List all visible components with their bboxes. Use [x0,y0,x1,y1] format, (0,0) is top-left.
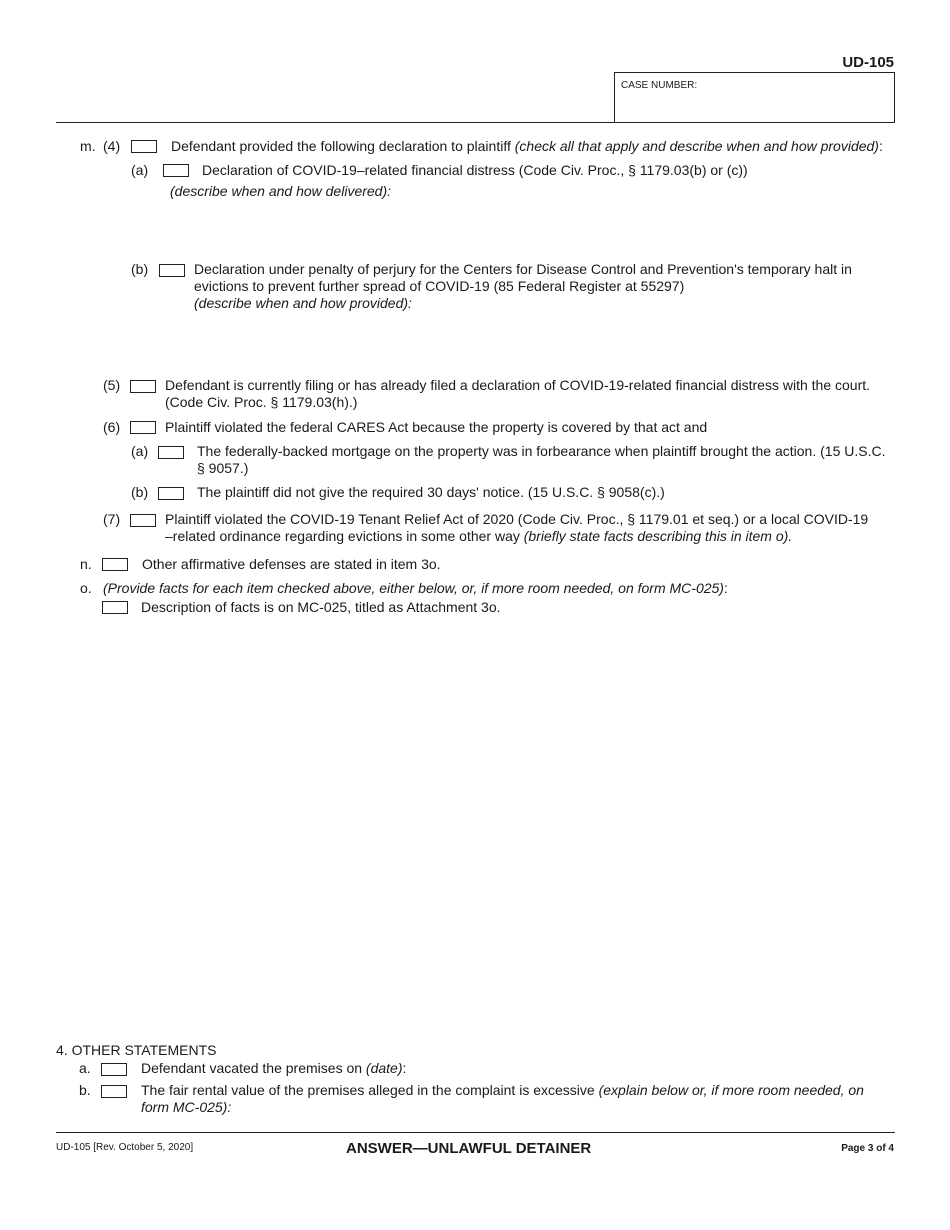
section-4-heading: 4. OTHER STATEMENTS [56,1042,217,1058]
case-number-label: CASE NUMBER: [621,80,698,91]
item-m4a-text: Declaration of COVID-19–related financial distress (Code Civ. Proc., § 1179.03(b) or (c)) [202,162,748,178]
item-m7-number: (7) [103,511,121,527]
item-m6a-checkbox[interactable] [158,446,184,459]
item-m4a-checkbox[interactable] [163,164,189,177]
item-n-letter: n. [80,556,92,572]
section-4b-letter: b. [79,1082,91,1098]
item-m4-checkbox[interactable] [131,140,157,153]
item-m6a-line2: § 9057.) [197,460,249,476]
item-m6a-number: (a) [131,443,149,459]
item-m4b-line2: evictions to prevent further spread of COVID-19 (85 Federal Register at 55297) [194,278,685,294]
item-m7-line1: Plaintiff violated the COVID-19 Tenant Relief Act of 2020 (Code Civ. Proc., § 1179.01 et seq.) or a local COVID-19 [165,511,869,527]
section-4b-line2: form MC-025): [141,1099,232,1115]
item-m6b-text: The plaintiff did not give the required 30 days' notice. (15 U.S.C. § 9058(c).) [197,484,665,500]
item-m5-line1: Defendant is currently filing or has already filed a declaration of COVID-19-related financial distress with the court. [165,377,871,393]
footer-form-title: ANSWER—UNLAWFUL DETAINER [346,1140,592,1157]
item-n-text: Other affirmative defenses are stated in item 3o. [142,556,441,572]
item-m4b-number: (b) [131,261,149,277]
item-m6-number: (6) [103,419,121,435]
item-m7-checkbox[interactable] [130,514,156,527]
item-m4-number: (4) [103,138,121,154]
item-m-letter: m. [80,138,96,154]
footer-divider [56,1132,895,1133]
header-divider [56,122,895,123]
item-m5-number: (5) [103,377,121,393]
item-m4a-number: (a) [131,162,149,178]
item-m4a-note: (describe when and how delivered): [170,183,392,199]
item-o-facts-area[interactable] [103,625,893,1035]
item-m4b-line1: Declaration under penalty of perjury for the Centers for Disease Control and Prevention's temporary halt in [194,261,852,277]
section-4b-line1: The fair rental value of the premises alleged in the complaint is excessive (explain below or, if more room needed, on [141,1082,864,1098]
form-id: UD-105 [842,54,894,71]
section-4a-checkbox[interactable] [101,1063,127,1076]
footer-page-number: Page 3 of 4 [841,1143,894,1154]
section-4a-letter: a. [79,1060,91,1076]
section-4b-checkbox[interactable] [101,1085,127,1098]
item-m6-checkbox[interactable] [130,421,156,434]
item-o-attachment-text: Description of facts is on MC-025, titled as Attachment 3o. [141,599,501,615]
item-o-instruction: (Provide facts for each item checked above, either below, or, if more room needed, on form MC-025): [103,580,728,596]
item-m6b-number: (b) [131,484,149,500]
case-number-box[interactable] [614,72,895,123]
item-m4b-note: (describe when and how provided): [194,295,412,311]
item-o-attachment-checkbox[interactable] [102,601,128,614]
item-m4-text: Defendant provided the following declaration to plaintiff (check all that apply and describe when and how provided): [171,138,883,154]
item-m6b-checkbox[interactable] [158,487,184,500]
item-n-checkbox[interactable] [102,558,128,571]
item-m4b-checkbox[interactable] [159,264,185,277]
item-m7-line2: –related ordinance regarding evictions in some other way (briefly state facts describing this in item o). [165,528,793,544]
section-4a-text: Defendant vacated the premises on (date): [141,1060,407,1076]
footer-revision: UD-105 [Rev. October 5, 2020] [56,1142,194,1153]
item-m6a-line1: The federally-backed mortgage on the property was in forbearance when plaintiff brought the action. (15 U.S.C. [197,443,886,459]
item-m5-checkbox[interactable] [130,380,156,393]
item-o-letter: o. [80,580,92,596]
item-m6-text: Plaintiff violated the federal CARES Act because the property is covered by that act and [165,419,708,435]
item-m5-line2: (Code Civ. Proc. § 1179.03(h).) [165,394,358,410]
